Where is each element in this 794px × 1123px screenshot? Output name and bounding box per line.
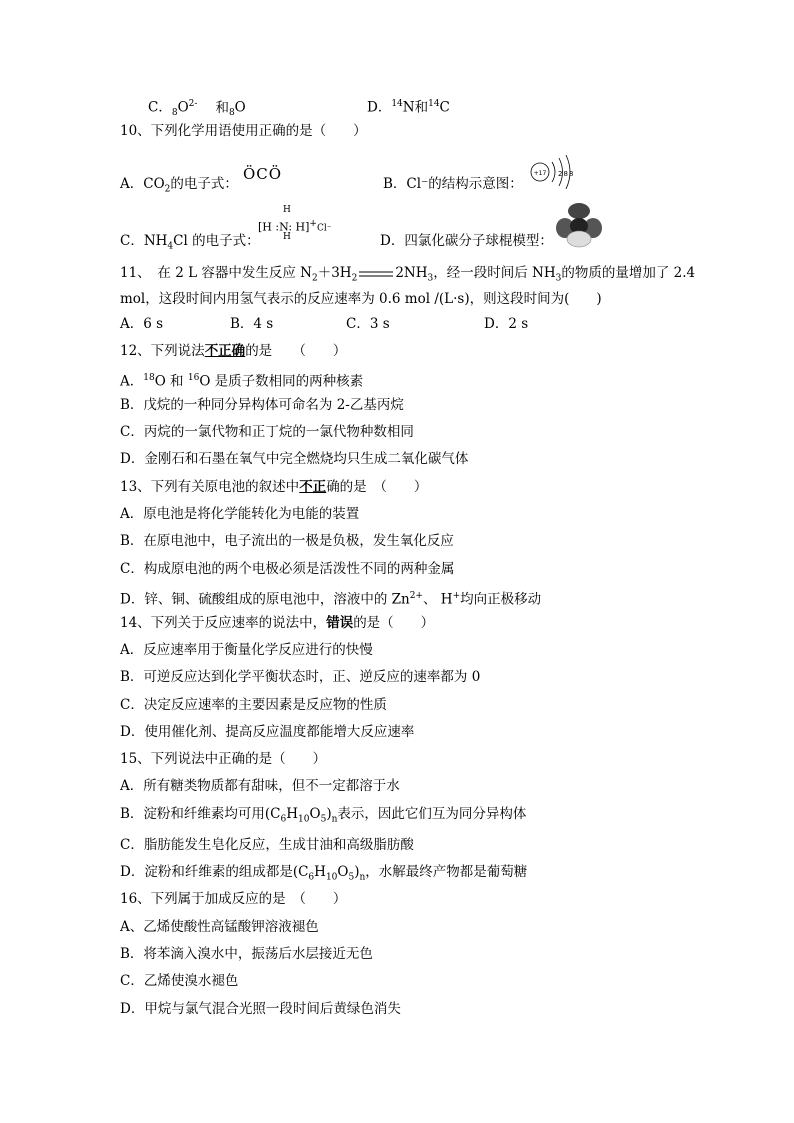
q14-stem: 14、下列关于反应速率的说法中，错误的是（ ） — [120, 615, 435, 631]
q15-stem: 15、下列说法中正确的是（ ） — [120, 751, 327, 767]
q14-option-b: B．可逆反应达到化学平衡状态时，正、逆反应的速率都为 0 — [120, 669, 481, 685]
co2-electron-formula: ÖCÖ — [243, 165, 283, 183]
shell-arc-1 — [552, 162, 555, 182]
q11-option-c: C．3 s — [346, 316, 390, 332]
nh4cl-electron-formula: [H :N: H]+Cl⁻ — [258, 219, 332, 234]
equilibrium-arrow-icon — [357, 269, 395, 279]
q12-option-b: B．戊烷的一种同分异构体可命名为 2-乙基丙烷 — [120, 397, 404, 413]
ccl4-ball-stick-model — [556, 202, 602, 248]
q12-option-a: A．$^{18}$O 和 $^{16}$O 是质子数相同的两种核素 — [120, 373, 364, 390]
q10-option-d: D．四氯化碳分子球棍模型： — [380, 233, 553, 249]
q16-option-d: D．甲烷与氯气混合光照一段时间后黄绿色消失 — [120, 1001, 401, 1017]
q11-option-a: A．6 s — [120, 316, 164, 332]
q11-option-b: B．4 s — [230, 316, 274, 332]
q14-option-c: C．决定反应速率的主要因素是反应物的性质 — [120, 697, 387, 713]
q13-option-a: A．原电池是将化学能转化为电能的装置 — [120, 506, 360, 522]
q9-option-d: D．$^{14}$N和$^{14}$C — [367, 99, 450, 116]
nh4-top-h: H — [283, 205, 291, 215]
q16-option-b: B．将苯滴入溴水中，振荡后水层接近无色 — [120, 946, 373, 962]
q13-option-b: B．在原电池中，电子流出的一极是负极，发生氧化反应 — [120, 533, 454, 549]
q16-stem: 16、下列属于加成反应的是 （ ） — [120, 891, 347, 907]
q10-option-a: A．$CO_2$的电子式： — [120, 176, 238, 195]
q10-option-b: B．Cl⁻的结构示意图： — [383, 176, 523, 192]
q11-option-d: D．2 s — [484, 316, 529, 332]
q12-stem: 12、下列说法不正确的是 （ ） — [120, 343, 347, 359]
cl-ball-top — [568, 203, 590, 219]
q13-stem: 13、下列有关原电池的叙述中不正确的是 （ ） — [120, 479, 428, 495]
q15-option-a: A．所有糖类物质都有甜味，但不一定都溶于水 — [120, 778, 400, 794]
q14-option-d: D．使用催化剂、提高反应温度都能增大反应速率 — [120, 724, 415, 740]
q12-option-d: D．金刚石和石墨在氧气中完全燃烧均只生成二氧化碳气体 — [120, 451, 469, 467]
q14-option-a: A．反应速率用于衡量化学反应进行的快慢 — [120, 642, 373, 658]
q13-option-d: D．锌、铜、硫酸组成的原电池中，溶液中的 $Zn^{2+}$、 H+均向正极移动 — [120, 591, 542, 608]
q10-option-c: C．$NH_4Cl$ 的电子式： — [120, 233, 260, 252]
q9-option-c: C．$_8O^{2-}$ 和$_8$O — [148, 99, 246, 119]
q12-option-c: C．丙烷的一氯代物和正丁烷的一氯代物种数相同 — [120, 424, 414, 440]
shell-electrons: 288 — [558, 170, 575, 178]
q15-option-b: B．淀粉和纤维素均可用$(C_6H_{10}O_5)_n$表示，因此它们互为同分异构体 — [120, 806, 527, 825]
q15-option-d: D．淀粉和纤维素的组成都是$(C_6H_{10}O_5)_n$，水解最终产物都是葡萄糖 — [120, 864, 528, 883]
cl-ion-structure-diagram — [528, 150, 578, 190]
nh4-bottom-h: H — [283, 232, 291, 242]
q10-stem: 10、下列化学用语使用正确的是（ ） — [120, 123, 367, 139]
cl-ball-bottom — [567, 231, 591, 247]
q16-option-c: C．乙烯使溴水褪色 — [120, 973, 239, 989]
q15-option-c: C．脂肪能发生皂化反应，生成甘油和高级脂肪酸 — [120, 837, 414, 853]
q11-stem-line1: 11、 在 2 L 容器中发生反应 $N_2+3H_2$ $2NH_3$，经一段时间后 $NH_3$的物质的量增加了 2.4 — [120, 265, 696, 284]
q13-option-c: C．构成原电池的两个电极必须是活泼性不同的两种金属 — [120, 561, 455, 577]
q16-option-a: A、乙烯使酸性高锰酸钾溶液褪色 — [120, 919, 319, 935]
nucleus-charge: +17 — [533, 170, 547, 177]
q11-stem-line2: mol，这段时间内用氢气表示的反应速率为 0.6 mol /(L·s)，则这段时间为( ) — [120, 291, 602, 307]
